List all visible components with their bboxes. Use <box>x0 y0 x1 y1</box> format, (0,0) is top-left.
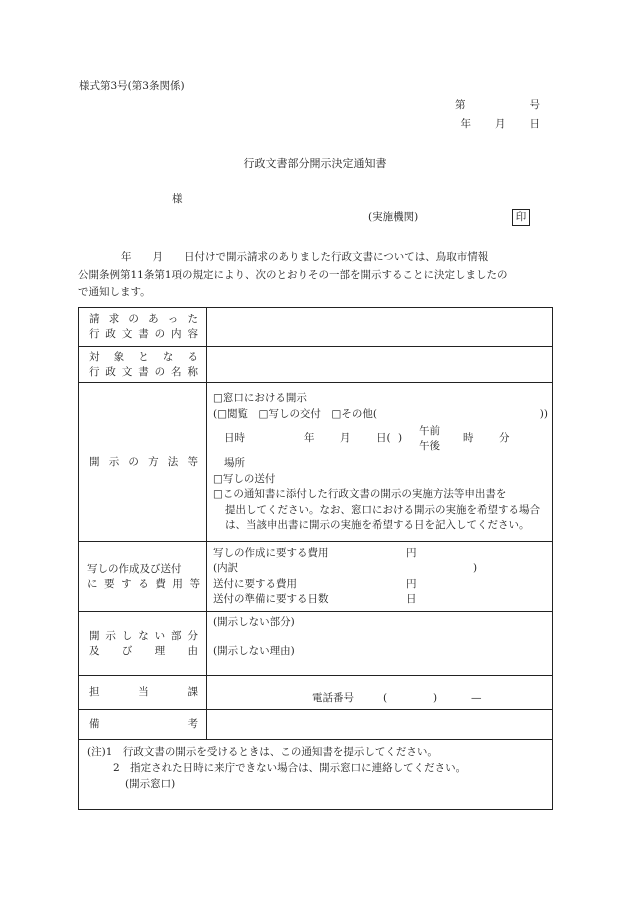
note-1: (注)1 行政文書の開示を受けるときは、この通知書を提示してください。 <box>87 746 438 758</box>
copy-cost-yen: 円 <box>406 546 417 559</box>
contact-cell: 電話番号 ( ) — <box>207 676 553 710</box>
method-cell <box>207 383 553 542</box>
prep-days-unit: 日 <box>406 593 417 605</box>
datetime-day: 日( <box>376 432 391 445</box>
row-disclosure-method <box>79 383 553 542</box>
datetime-line: 日時 年 月 日( ) 午前 午後 時 分 <box>224 425 510 453</box>
number-suffix: 号 <box>529 99 540 111</box>
intro-line-1: 年 月 日付けで開示請求のありました行政文書については、鳥取市情報 <box>121 251 489 263</box>
row-undisclosed <box>79 612 553 676</box>
addressee-honorific: 様 <box>172 193 183 205</box>
remarks-value[interactable] <box>207 710 553 740</box>
method-options-line: (□閲覧 □写しの交付 □その他( )) <box>213 407 548 423</box>
label-undisclosed-line2: 及 び 理 由 <box>89 644 198 657</box>
method-options[interactable]: (□閲覧 □写しの交付 □その他( <box>213 407 377 420</box>
am-label: 午前 <box>419 425 440 438</box>
note-2: 2 指定された日時に来庁できない場合は、開示窓口に連絡してください。 <box>113 762 467 774</box>
phone-label: 電話番号 <box>312 692 354 705</box>
label-target-line1: 対 象 と な る <box>89 350 198 363</box>
undisclosed-cell <box>207 612 553 676</box>
hour-label: 時 <box>463 432 474 445</box>
label-fees-line2: に 要 す る 費 用 等 <box>87 577 200 590</box>
pm-label: 午後 <box>419 440 440 453</box>
page-title: 行政文書部分開示決定通知書 <box>243 157 387 170</box>
label-requested-line1: 請 求 の あ っ た <box>89 313 198 325</box>
issue-date-line <box>461 118 541 132</box>
mail-copy-checkbox[interactable]: □写しの送付 <box>213 472 276 485</box>
month-unit: 月 <box>495 118 506 130</box>
phone-dash: — <box>471 692 482 705</box>
notice-checkbox[interactable]: □この通知書に添付した行政文書の開示の実施方法等申出書を <box>213 488 507 501</box>
undisclosed-reason-label: (開示しない理由) <box>213 644 295 657</box>
datetime-label: 日時 <box>224 432 245 445</box>
am-pm <box>419 424 463 454</box>
label-contact: 担 当 課 <box>89 686 198 698</box>
year-unit: 年 <box>460 118 471 130</box>
row-fees <box>79 542 553 612</box>
undisclosed-part-label: (開示しない部分) <box>213 616 295 628</box>
row-contact <box>79 676 553 710</box>
label-fees-line1: 写しの作成及び送付 <box>87 562 182 575</box>
datetime-month: 月 <box>340 432 351 445</box>
decision-table <box>78 307 553 810</box>
document-number-line <box>455 99 540 113</box>
target-document-value[interactable] <box>207 347 553 383</box>
intro-paragraph <box>78 249 556 302</box>
notes-cell <box>79 740 553 810</box>
fees-cell: 写しの作成に要する費用 円 (内訳 ) 送付に要する費用 円 送付の準備に要する日数 日 <box>207 542 553 612</box>
place-label: 場所 <box>224 457 245 470</box>
row-remarks <box>79 710 553 740</box>
intro-line-2: 公開条例第11条第1項の規定により、次のとおりその一部を開示することに決定しましたの <box>78 268 508 281</box>
label-undisclosed-line1: 開 示 し な い 部 分 <box>89 629 198 642</box>
label-target-line2: 行 政 文 書 の 名 称 <box>89 365 198 378</box>
postage-label: 送付に要する費用 <box>213 577 297 590</box>
form-number-label: 様式第3号(第3条関係) <box>79 80 185 92</box>
row-requested-document <box>79 308 553 347</box>
day-unit: 日 <box>529 118 540 130</box>
number-prefix: 第 <box>455 99 466 111</box>
prep-days-label: 送付の準備に要する日数 <box>213 593 329 605</box>
row-target-document <box>79 347 553 383</box>
breakdown-label: (内訳 <box>213 562 239 574</box>
requested-document-value[interactable] <box>207 308 553 347</box>
label-requested-line2: 行 政 文 書 の 内 容 <box>89 328 198 340</box>
window-disclosure-checkbox[interactable]: □窓口における開示 <box>213 392 307 405</box>
seal-mark: 印 <box>512 209 530 226</box>
intro-line-3: で通知します。 <box>78 286 151 298</box>
copy-cost-label: 写しの作成に要する費用 <box>213 546 329 559</box>
minute-label: 分 <box>499 432 510 445</box>
issuing-agency: (実施機関) <box>368 211 419 223</box>
label-method: 開 示 の 方 法 等 <box>89 455 198 468</box>
row-notes <box>79 740 553 810</box>
note-window: (開示窓口) <box>125 778 176 790</box>
datetime-year: 年 <box>304 432 315 445</box>
notice-continuation: 提出してください。なお、窓口における開示の実施を希望する場合は、当該申出書に開示の実施を希望する日を記入してください。 <box>225 503 540 531</box>
label-remarks: 備 考 <box>89 718 198 730</box>
postage-yen: 円 <box>406 577 417 590</box>
